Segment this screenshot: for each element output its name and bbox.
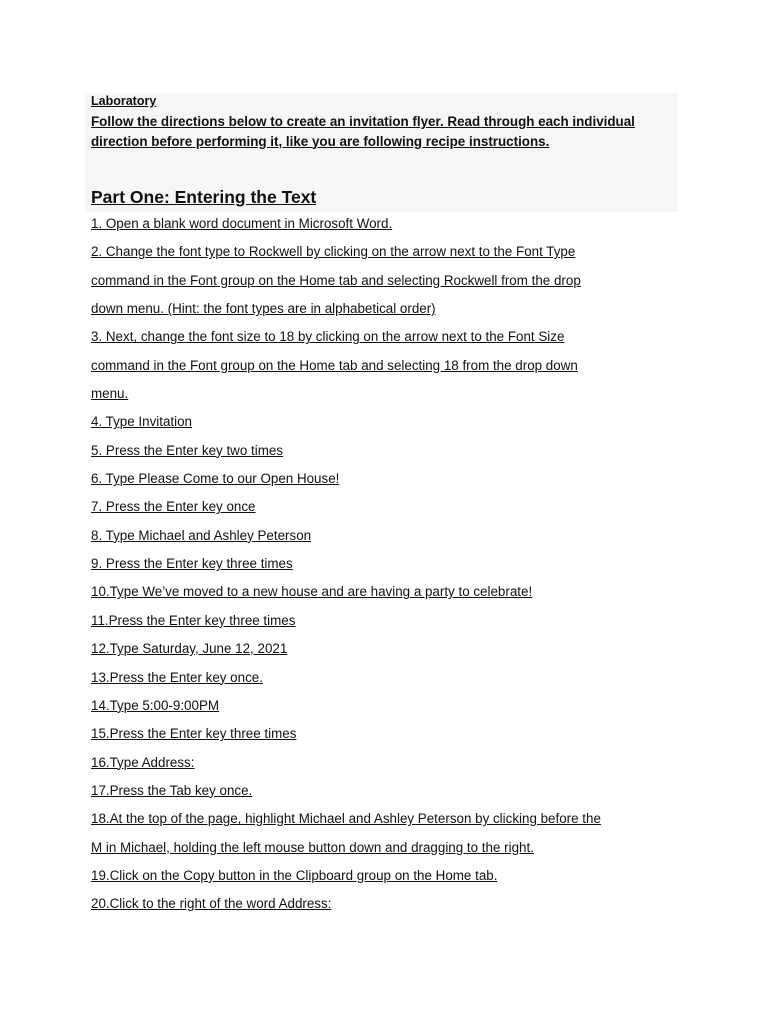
intro-paragraph: Follow the directions below to create an invitation flyer. Read through each individual direction before performing it, like you are following recipe instructions.: [91, 114, 635, 149]
step-18: 18.At the top of the page, highlight Michael and Ashley Peterson by clicking before the M in Michael, holding the left mouse button down and dragging to the right.: [91, 811, 601, 855]
step-9: 9. Press the Enter key three times: [91, 556, 293, 572]
step-5: 5. Press the Enter key two times: [91, 442, 284, 458]
step-17: 17.Press the Tab key once.: [91, 782, 253, 798]
step-8: 8. Type Michael and Ashley Peterson: [91, 527, 312, 543]
step-1: 1. Open a blank word document in Microsoft Word.: [91, 216, 393, 231]
lab-title: Laboratory: [91, 94, 157, 108]
step-4: 4. Type Invitation: [91, 414, 192, 430]
part-one-heading: Part One: Entering the Text: [91, 187, 317, 207]
step-15: 15.Press the Enter key three times: [91, 726, 297, 742]
step-14: 14.Type 5:00-9:00PM: [91, 697, 220, 713]
steps-list: [91, 210, 611, 919]
step-11: 11.Press the Enter key three times: [91, 612, 296, 628]
step-7: 7. Press the Enter key once: [91, 499, 256, 515]
step-20: 20.Click to the right of the word Address:: [91, 896, 332, 912]
step-6: 6. Type Please Come to our Open House!: [91, 471, 340, 487]
step-10: 10.Type We’ve moved to a new house and are having a party to celebrate!: [91, 584, 533, 600]
step-3: 3. Next, change the font size to 18 by clicking on the arrow next to the Font Size command in the Font group on the Home tab and selecting 18 from the drop down menu.: [91, 329, 578, 402]
step-19: 19.Click on the Copy button in the Clipboard group on the Home tab.: [91, 867, 498, 883]
step-12: 12.Type Saturday, June 12, 2021: [91, 641, 288, 657]
step-16: 16.Type Address:: [91, 754, 195, 770]
step-2: 2. Change the font type to Rockwell by clicking on the arrow next to the Font Type command in the Font group on the Home tab and selecting Rockwell from the drop down menu. (Hint: the font types are in alphabetical order): [91, 244, 581, 317]
step-13: 13.Press the Enter key once.: [91, 669, 263, 685]
